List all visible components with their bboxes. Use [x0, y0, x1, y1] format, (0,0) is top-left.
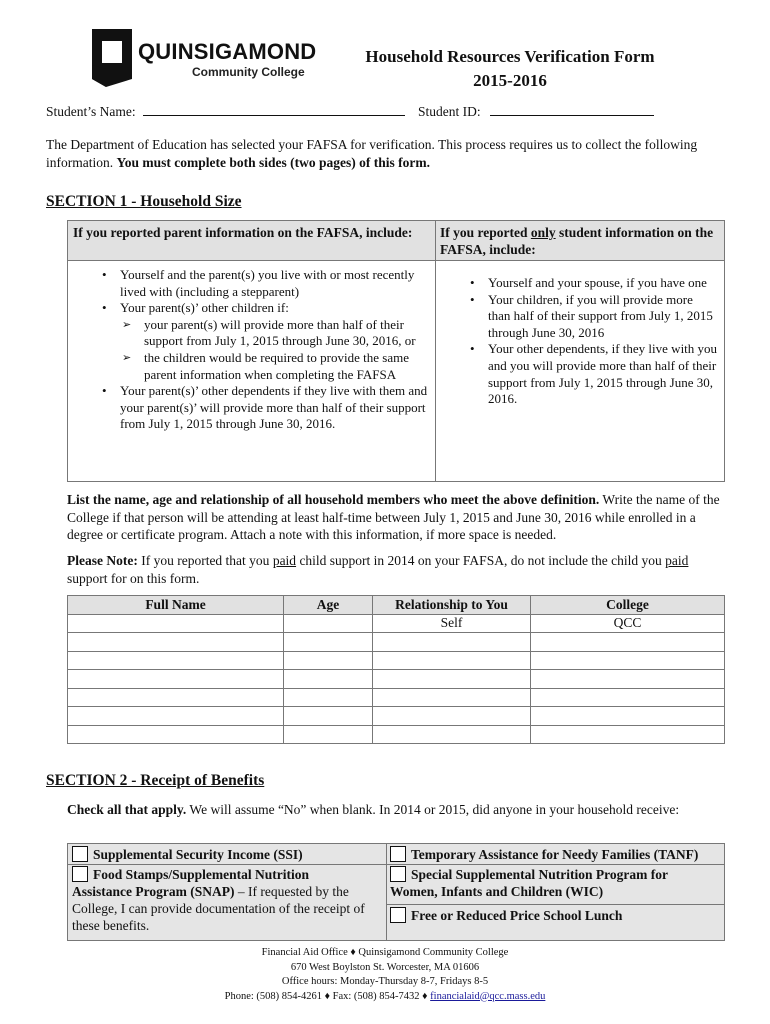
table-row: [68, 670, 725, 689]
cell-age[interactable]: [284, 614, 373, 633]
household-size-table: [67, 220, 725, 482]
cell-full-name[interactable]: [68, 725, 284, 744]
college-logo-mark-icon: [92, 29, 132, 87]
benefits-row-line: [386, 864, 724, 865]
cell-college[interactable]: [531, 688, 725, 707]
please-note-text: If you reported that you: [141, 553, 270, 568]
student-id-field: [418, 103, 654, 120]
list-instructions-bold: List the name, age and relationship of all household members who meet the above definition.: [67, 492, 600, 507]
cell-relationship[interactable]: [373, 725, 531, 744]
cell-relationship[interactable]: [373, 651, 531, 670]
benefit-snap-label: Food Stamps/Supplemental Nutrition: [93, 867, 310, 882]
column-divider: [435, 221, 436, 481]
list-instructions: [67, 491, 727, 544]
student-info-header: [435, 221, 724, 261]
benefits-divider: [386, 844, 387, 940]
list-item: • Yourself and your spouse, if you have one: [468, 275, 718, 292]
cell-full-name[interactable]: [68, 633, 284, 652]
column-header-relationship: Relationship to You: [373, 596, 531, 615]
student-info-header-only: only: [530, 225, 556, 240]
cell-college[interactable]: QCC: [531, 614, 725, 633]
form-title: [330, 45, 690, 93]
please-note-text: child support in 2014 on your FAFSA, do not include the child you: [299, 553, 662, 568]
cell-full-name[interactable]: [68, 670, 284, 689]
please-note-paid: paid: [665, 553, 689, 568]
checkbox-tanf[interactable]: [390, 846, 406, 862]
footer-hours: Office hours: Monday-Thursday 8-7, Fridays 8-5: [281, 976, 489, 987]
benefit-wic-label: Special Supplemental Nutrition Program for: [411, 867, 668, 882]
benefit-tanf-label: Temporary Assistance for Needy Families (TANF): [411, 847, 699, 862]
benefits-row-line: [68, 864, 386, 865]
footer-phone-fax: Phone: (508) 854-4261 ♦ Fax: (508) 854-7432 ♦: [224, 990, 431, 1002]
please-note: [67, 552, 727, 587]
intro-bold-text: You must complete both sides (two pages) of this form.: [116, 155, 430, 170]
form-year: 2015-2016: [473, 71, 547, 90]
sub-list-item: ➢ your parent(s) will provide more than half of their support from July 1, 2015 through June 30, 2016, or: [100, 317, 430, 350]
benefits-table: [67, 843, 725, 941]
benefit-snap-label-2: Assistance Program (SNAP): [72, 884, 235, 899]
list-item-text: Your parent(s)’ other children if:: [120, 300, 289, 316]
college-subtitle: Community College: [192, 65, 305, 79]
student-info-list: [468, 275, 718, 408]
list-instructions-text: Write the name of the College if that person will be attending at least half-time between July 1, 2015 and June 30, 2016 while enrolled in a degree or certificate program. Attach a note with this information, if more space is needed.: [67, 492, 720, 542]
benefits-instructions-text: We will assume “No” when blank. In 2014 or 2015, did anyone in your household receive:: [189, 802, 680, 817]
cell-full-name[interactable]: [68, 614, 284, 633]
please-note-label: Please Note:: [67, 553, 138, 568]
list-item: • Yourself and the parent(s) you live with or most recently lived with (including a stepparent): [100, 267, 430, 300]
table-row: [68, 688, 725, 707]
cell-college[interactable]: [531, 633, 725, 652]
student-info-header-pre: If you reported: [440, 225, 531, 240]
student-name-label: Student’s Name:: [46, 104, 136, 119]
section2-heading: SECTION 2 - Receipt of Benefits: [46, 772, 265, 789]
table-row: [68, 614, 725, 633]
table-header-row: [68, 596, 725, 615]
cell-age[interactable]: [284, 707, 373, 726]
student-id-label: Student ID:: [418, 104, 481, 119]
cell-college[interactable]: [531, 707, 725, 726]
cell-full-name[interactable]: [68, 651, 284, 670]
footer-email-link[interactable]: financialaid@qcc.mass.edu: [430, 990, 546, 1002]
benefits-instructions: [67, 801, 707, 819]
table-row: [68, 725, 725, 744]
please-note-text: support for on this form.: [67, 570, 200, 586]
cell-relationship[interactable]: [373, 707, 531, 726]
benefit-school-lunch-label: Free or Reduced Price School Lunch: [411, 908, 623, 923]
column-header-full-name: Full Name: [68, 596, 284, 615]
checkbox-school-lunch[interactable]: [390, 907, 406, 923]
list-item: • Your other dependents, if they live with you and you will provide more than half of their support from July 1, 2015 through June 30, 2016.: [468, 341, 718, 407]
cell-age[interactable]: [284, 725, 373, 744]
list-item: • Your parent(s)’ other dependents if they live with them and your parent(s)’ will provide more than half of their support from July 1, 2015 through June 30, 2016.: [100, 383, 430, 433]
section1-heading: SECTION 1 - Household Size: [46, 193, 242, 210]
cell-college[interactable]: [531, 725, 725, 744]
cell-age[interactable]: [284, 633, 373, 652]
form-title-text: Household Resources Verification Form: [365, 47, 655, 66]
footer: [150, 946, 620, 1004]
benefit-ssi: [72, 846, 382, 863]
list-item: • Your children, if you will provide more than half of their support from July 1, 2015 through June 30, 2016: [468, 292, 718, 342]
benefits-instructions-bold: Check all that apply.: [67, 802, 187, 817]
footer-address: 670 West Boylston St. Worcester, MA 01606: [290, 961, 480, 973]
please-note-paid: paid: [272, 553, 297, 568]
college-name: QUINSIGAMOND: [138, 39, 317, 64]
table-row: [68, 633, 725, 652]
column-header-college: College: [531, 596, 725, 615]
list-item: [100, 300, 430, 383]
cell-full-name[interactable]: [68, 707, 284, 726]
cell-relationship[interactable]: [373, 633, 531, 652]
benefit-snap: [72, 866, 382, 934]
parent-info-header: If you reported parent information on the FAFSA, include:: [68, 221, 435, 261]
column-header-age: Age: [284, 596, 373, 615]
checkbox-ssi[interactable]: [72, 846, 88, 862]
table-row: [68, 707, 725, 726]
cell-relationship[interactable]: Self: [373, 614, 531, 633]
checkbox-snap[interactable]: [72, 866, 88, 882]
footer-contact: [150, 990, 620, 1005]
footer-office: Financial Aid Office ♦ Quinsigamond Community College: [261, 947, 509, 958]
intro-text: The Department of Education has selected your FAFSA for verification. This process requires us to collect the following information.: [46, 137, 698, 170]
sub-list-item: ➢ the children would be required to provide the same parent information when completing the FAFSA: [100, 350, 430, 383]
table-row: [68, 651, 725, 670]
household-members-table: [67, 595, 725, 744]
checkbox-wic[interactable]: [390, 866, 406, 882]
cell-age[interactable]: [284, 670, 373, 689]
student-id-input[interactable]: [490, 103, 654, 116]
student-info-header-post: student information on the FAFSA, include:: [440, 225, 714, 257]
intro-paragraph: [46, 136, 736, 172]
benefit-wic-label-2: Women, Infants and Children (WIC): [390, 884, 604, 899]
cell-full-name[interactable]: [68, 688, 284, 707]
cell-relationship[interactable]: [373, 688, 531, 707]
benefits-row-line: [386, 904, 724, 905]
student-name-field: [46, 103, 405, 120]
benefit-ssi-label: Supplemental Security Income (SSI): [93, 847, 303, 862]
benefit-school-lunch: [390, 907, 722, 924]
college-logo: [92, 29, 332, 89]
benefit-snap-note: – If requested by the College, I can provide documentation of the receipt of these benefits.: [72, 884, 365, 933]
cell-college[interactable]: [531, 651, 725, 670]
student-name-input[interactable]: [143, 103, 405, 116]
cell-age[interactable]: [284, 651, 373, 670]
cell-age[interactable]: [284, 688, 373, 707]
benefit-tanf: [390, 846, 722, 863]
cell-relationship[interactable]: [373, 670, 531, 689]
cell-college[interactable]: [531, 670, 725, 689]
benefit-wic: [390, 866, 722, 900]
parent-info-list: [100, 267, 430, 433]
